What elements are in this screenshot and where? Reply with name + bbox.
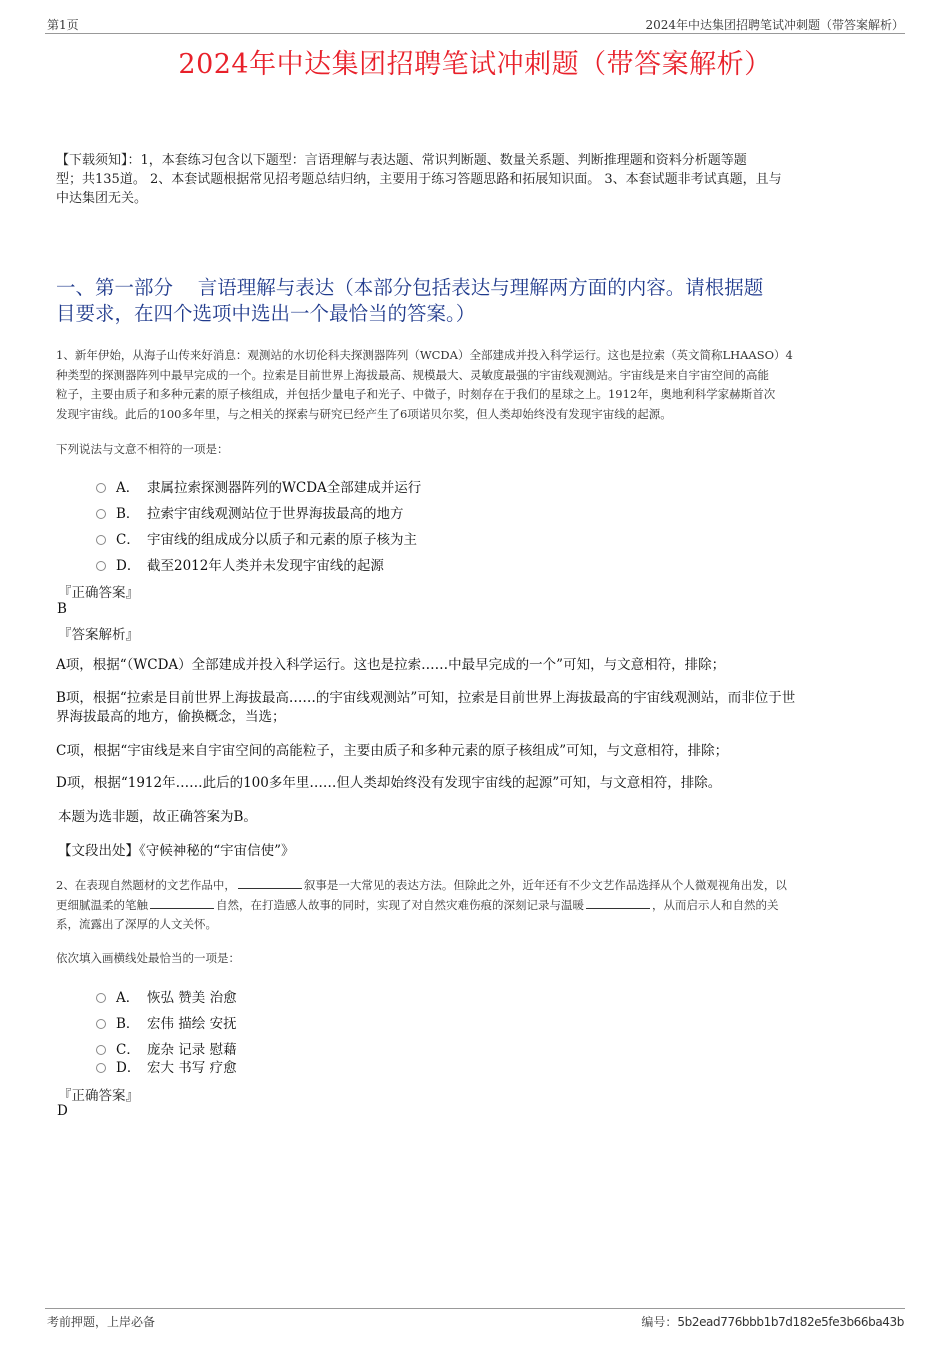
notice-line: 中达集团无关。 xyxy=(56,191,148,206)
option-text: 拉索宇宙线观测站位于世界海拔最高的地方 xyxy=(147,506,404,522)
notice-line: 型；共135道。 2、本套试题根据常见招考题总结归纳，主要用于练习答题思路和拓展知识面。 3、本套试题非考试真题，且与 xyxy=(56,172,782,187)
answer-analysis-label: 『答案解析』 xyxy=(58,627,139,643)
option-letter: B． xyxy=(116,506,140,522)
footer-divider xyxy=(45,1308,905,1309)
question-2-stem: 依次填入画横线处最恰当的一项是： xyxy=(56,951,240,965)
option-text: 截至2012年人类并未发现宇宙线的起源 xyxy=(147,558,384,574)
header-divider xyxy=(45,33,905,34)
q2-option-b[interactable] xyxy=(96,1012,237,1032)
question-line: 系，流露出了深厚的人文关怀。 xyxy=(56,917,217,931)
section-heading xyxy=(56,275,901,327)
question-fragment: 自然，在打造感人故事的同时，实现了对自然灾难伤痕的深刻记录与温暖 xyxy=(216,897,584,912)
option-text: 庞杂 记录 慰藉 xyxy=(147,1042,237,1058)
q1-option-a[interactable] xyxy=(96,476,421,496)
correct-answer: B xyxy=(57,601,67,617)
analysis-item: D项，根据“1912年……此后的100多年里……但人类却始终没有发现宇宙线的起源”可知，与文意相符，排除。 xyxy=(56,775,722,791)
question-line: 发现宇宙线。此后的100多年里，与之相关的探索与研究已经产生了6项诺贝尔奖，但人类却始终没有发现宇宙线的起源。 xyxy=(56,406,672,421)
correct-answer: D xyxy=(57,1103,68,1119)
option-letter: C． xyxy=(116,532,140,548)
option-letter: A． xyxy=(116,480,140,496)
question-line: 种类型的探测器阵列中最早完成的一个。拉索是目前世界上海拔最高、规模最大、灵敏度最强的宇宙线观测站。宇宙线是来自宇宙空间的高能 xyxy=(56,367,769,382)
question-line: 1、新年伊始，从海子山传来好消息：观测站的水切伦科夫探测器阵列（WCDA）全部建成并投入科学运行。这也是拉索（英文简称LHAASO）4 xyxy=(56,348,793,362)
option-letter: D． xyxy=(116,1060,141,1076)
option-letter: B． xyxy=(116,1016,140,1032)
page-number: 第1页 xyxy=(47,18,79,32)
header-doc-title: 2024年中达集团招聘笔试冲刺题（带答案解析） xyxy=(645,18,904,32)
analysis-item: C项，根据“宇宙线是来自宇宙空间的高能粒子，主要由质子和多种元素的原子核组成”可知，与文意相符，排除； xyxy=(56,743,729,759)
question-line: 粒子，主要由质子和多种元素的原子核组成，并包括少量电子和光子、中微子，时刻存在于我们的星球之上。1912年，奥地利科学家赫斯首次 xyxy=(56,387,776,401)
notice-line: 【下载须知】：1，本套练习包含以下题型：言语理解与表达题、常识判断题、数量关系题、判断推理题和资料分析题等题 xyxy=(56,153,747,168)
analysis-line: 界海拔最高的地方，偷换概念，当选； xyxy=(56,709,286,725)
download-notice xyxy=(56,151,901,208)
fill-blank xyxy=(150,898,214,909)
option-text: 宇宙线的组成成分以质子和元素的原子核为主 xyxy=(147,532,417,548)
q1-option-d[interactable] xyxy=(96,554,384,574)
question-fragment: 2、在表现自然题材的文艺作品中， xyxy=(56,878,236,892)
question-fragment: 叙事是一大常见的表达方法。但除此之外，近年还有不少文艺作品选择从个人微观视角出发，以 xyxy=(303,878,787,892)
footer-code-label: 编号： xyxy=(641,1315,678,1329)
option-letter: A． xyxy=(116,990,140,1006)
radio-icon[interactable] xyxy=(96,1063,106,1073)
question-1-text xyxy=(56,346,901,424)
analysis-item: A项，根据“（WCDA）全部建成并投入科学运行。这也是拉索……中最早完成的一个”可知，与文意相符，排除； xyxy=(56,657,726,673)
passage-source: 【文段出处】《守候神秘的“宇宙信使”》 xyxy=(58,843,295,859)
analysis-line: B项，根据“拉索是目前世界上海拔最高……的宇宙线观测站”可知，拉索是目前世界上海拔最高的宇宙线观测站，而非位于世 xyxy=(56,690,796,706)
footer-code-value: 5b2ead776bbb1b7d182e5fe3b66ba43b xyxy=(677,1315,904,1329)
section-heading-line: 一、第一部分 言语理解与表达（本部分包括表达与理解两方面的内容。请根据题 xyxy=(56,276,764,299)
radio-icon[interactable] xyxy=(96,993,106,1003)
footer-code xyxy=(641,1313,904,1330)
q2-option-d[interactable] xyxy=(96,1056,237,1076)
correct-answer-label: 『正确答案』 xyxy=(58,585,139,601)
footer-slogan: 考前押题，上岸必备 xyxy=(47,1315,156,1329)
radio-icon[interactable] xyxy=(96,509,106,519)
fill-blank xyxy=(586,898,650,909)
radio-icon[interactable] xyxy=(96,561,106,571)
question-fragment: ，从而启示人和自然的关 xyxy=(652,897,779,912)
q2-option-a[interactable] xyxy=(96,986,237,1006)
radio-icon[interactable] xyxy=(96,535,106,545)
section-heading-line: 目要求，在四个选项中选出一个最恰当的答案。） xyxy=(56,302,476,325)
option-letter: D． xyxy=(116,558,141,574)
radio-icon[interactable] xyxy=(96,483,106,493)
question-line xyxy=(56,876,901,896)
option-text: 宏伟 描绘 安抚 xyxy=(147,1016,237,1032)
q2-option-c[interactable] xyxy=(96,1038,237,1058)
question-2-text xyxy=(56,876,901,935)
option-letter: C． xyxy=(116,1042,140,1058)
question-line xyxy=(56,896,901,916)
q1-option-c[interactable] xyxy=(96,528,417,548)
fill-blank xyxy=(238,878,302,889)
option-text: 宏大 书写 疗愈 xyxy=(147,1060,237,1076)
option-text: 隶属拉索探测器阵列的WCDA全部建成并运行 xyxy=(147,480,422,496)
question-1-stem: 下列说法与文意不相符的一项是： xyxy=(56,442,229,456)
analysis-item xyxy=(56,689,901,727)
page-title: 2024年中达集团招聘笔试冲刺题（带答案解析） xyxy=(178,49,772,80)
analysis-conclusion: 本题为选非题，故正确答案为B。 xyxy=(58,809,257,825)
correct-answer-label: 『正确答案』 xyxy=(58,1088,139,1104)
question-fragment: 更细腻温柔的笔触 xyxy=(56,897,148,912)
radio-icon[interactable] xyxy=(96,1045,106,1055)
option-text: 恢弘 赞美 治愈 xyxy=(147,990,237,1006)
q1-option-b[interactable] xyxy=(96,502,404,522)
radio-icon[interactable] xyxy=(96,1019,106,1029)
